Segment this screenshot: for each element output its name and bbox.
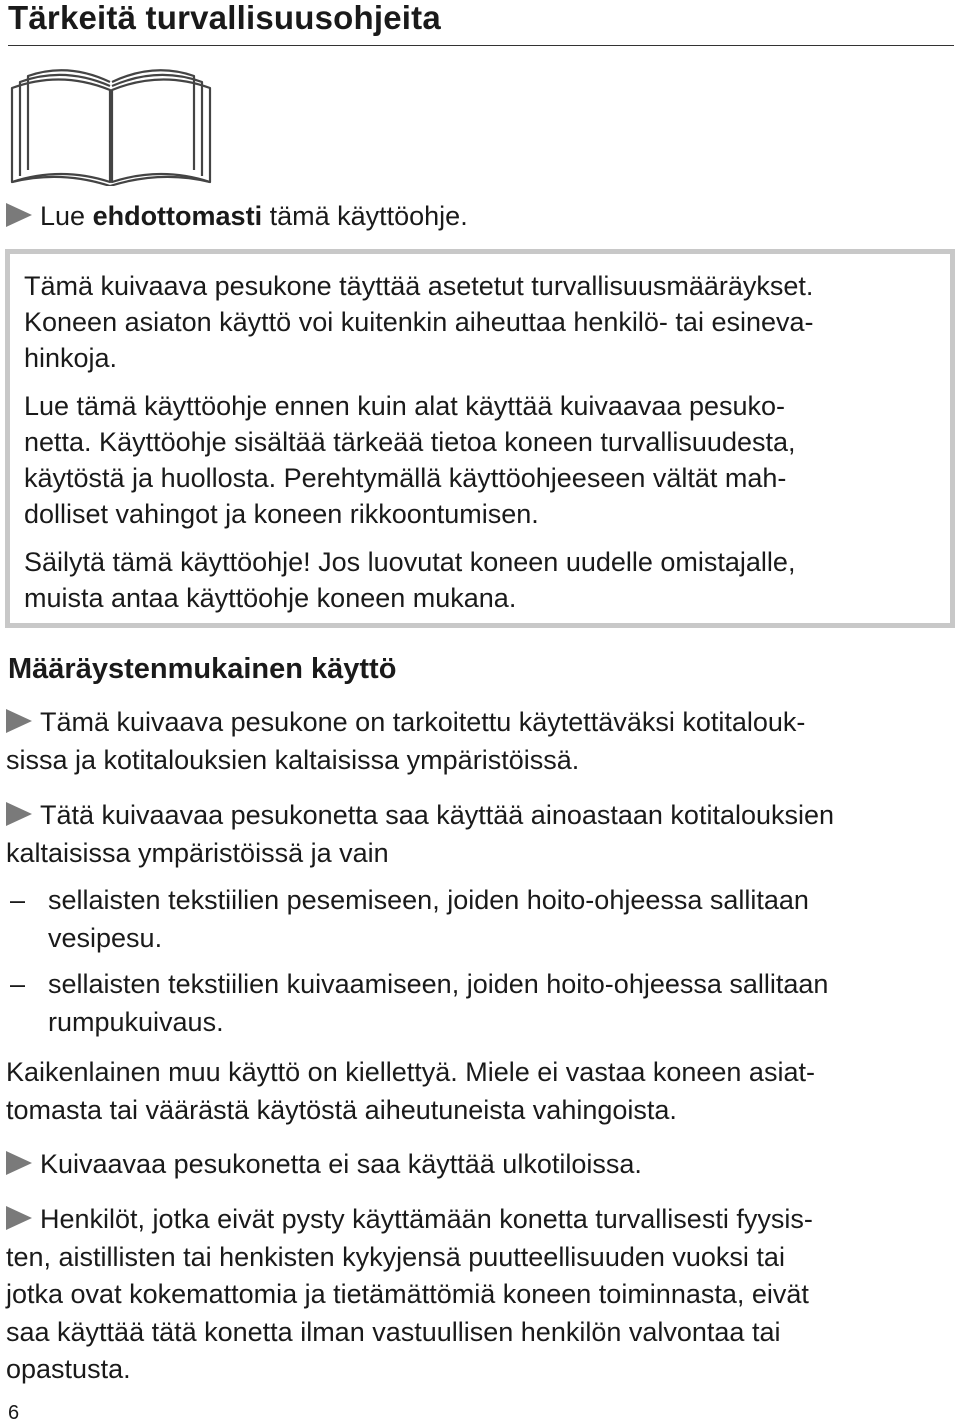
prohibited-use-paragraph: Kaikenlainen muu käyttö on kiellettyä. Miele ei vastaa koneen asiat- tomasta tai väärästä käytöstä aiheutuneista vahingoista. xyxy=(6,1057,815,1125)
section-heading: Määräystenmukainen käyttö xyxy=(8,653,397,685)
dash-item-washing: – sellaisten tekstiilien pesemiseen, joiden hoito-ohjeessa sallitaan vesipesu. xyxy=(10,885,809,953)
triangle-bullet-icon xyxy=(6,1206,32,1230)
triangle-bullet-icon xyxy=(6,203,32,227)
page-number: 6 xyxy=(8,1402,20,1424)
safety-notice-box xyxy=(5,249,955,628)
notice-paragraph-3: Säilytä tämä käyttöohje! Jos luovutat koneen uudelle omistajalle, muista antaa käyttöohje koneen mukana. xyxy=(24,547,796,613)
notice-paragraph-1: Tämä kuivaava pesukone täyttää asetetut turvallisuusmääräykset. Koneen asiaton käyttö voi kuitenkin aiheuttaa henkilö- tai esineva- hinkoja. xyxy=(24,271,814,373)
bullet-intended-use: Tämä kuivaava pesukone on tarkoitettu käytettäväksi kotitalouk- sissa ja kotitalouksien kaltaisissa ympäristöissä. xyxy=(6,707,806,775)
triangle-bullet-icon xyxy=(6,1151,32,1175)
bullet-supervision: Henkilöt, jotka eivät pysty käyttämään konetta turvallisesti fyysis- ten, aistillisten tai henkisten kykyjensä puutteellisuuden vuoksi tai jotka ovat kokemattomia ja tietämättömiä koneen toiminnasta, eivät saa käyttää tätä konetta ilman vastuullisen henkilön valvontaa tai opastusta. xyxy=(6,1204,813,1384)
dash-item-drying: – sellaisten tekstiilien kuivaamiseen, joiden hoito-ohjeessa sallitaan rumpukuivaus. xyxy=(10,969,829,1037)
notice-paragraph-2: Lue tämä käyttöohje ennen kuin alat käyttää kuivaavaa pesuko- netta. Käyttöohje sisältää tärkeää tietoa koneen turvallisuudesta, käytöstä ja huollosta. Perehtymällä käyttöohjeeseen vältät mah- dolliset vahingot ja koneen rikkoontumisen. xyxy=(24,391,796,529)
open-book-icon xyxy=(6,66,216,186)
title-divider xyxy=(8,45,954,46)
read-instruction: Lue ehdottomasti tämä käyttöohje. xyxy=(6,198,951,236)
bullet-no-outdoor: Kuivaavaa pesukonetta ei saa käyttää ulkotiloissa. xyxy=(6,1146,951,1184)
page-title: Tärkeitä turvallisuusohjeita xyxy=(8,0,441,36)
triangle-bullet-icon xyxy=(6,802,32,826)
triangle-bullet-icon xyxy=(6,709,32,733)
bullet-allowed-use: Tätä kuivaavaa pesukonetta saa käyttää ainoastaan kotitalouksien kaltaisissa ympäristöissä ja vain xyxy=(6,800,835,868)
